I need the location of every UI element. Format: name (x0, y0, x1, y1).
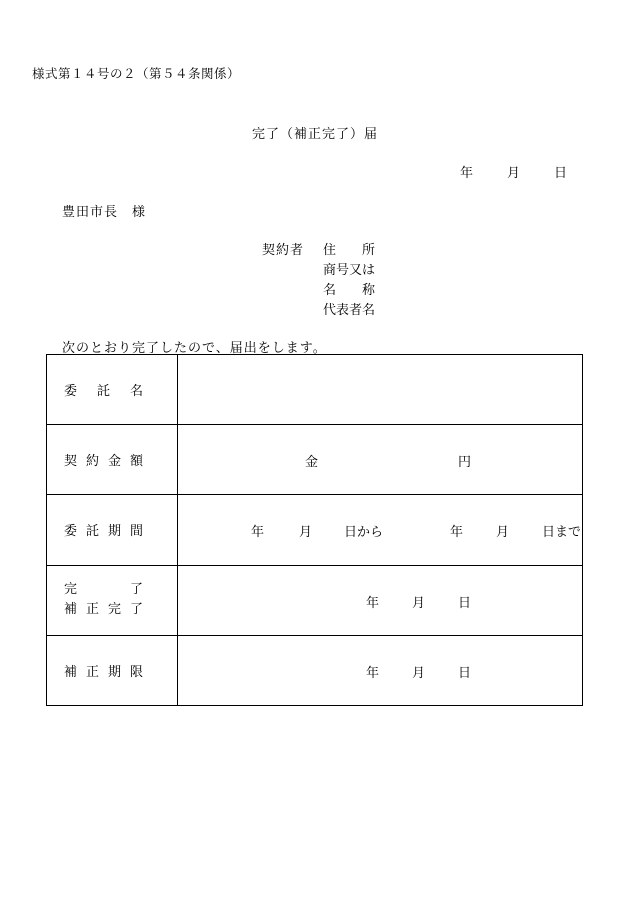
deadline-day: 日 (458, 665, 472, 681)
start-month: 月 (299, 525, 313, 541)
start-year: 年 (251, 525, 265, 541)
representative-label: 代表者名 (323, 303, 376, 318)
contract-amount-field[interactable] (178, 425, 583, 495)
label-char: 補 (64, 664, 78, 680)
label-char: 名 (129, 384, 143, 400)
label-char: 完 (64, 582, 78, 598)
label-char: 間 (129, 524, 143, 540)
form-table (46, 354, 583, 706)
label-char: 完 (107, 602, 121, 618)
label-char: 期 (107, 524, 121, 540)
label-char: 額 (129, 454, 143, 470)
table-row (47, 355, 583, 425)
label-char: 補 (64, 602, 78, 618)
completion-date-field[interactable] (178, 565, 583, 635)
correction-deadline-field[interactable] (178, 635, 583, 705)
end-month: 月 (496, 525, 510, 541)
date-month: 月 (507, 166, 521, 181)
end-day: 日まで (542, 525, 582, 541)
label-char: 託 (96, 384, 110, 400)
name-label: 名 称 (323, 283, 376, 298)
commission-period-field[interactable] (178, 495, 583, 565)
label-char: 正 (85, 664, 99, 680)
commission-name-field[interactable] (178, 355, 583, 425)
commission-name-label (47, 355, 178, 425)
address-label: 住 所 (323, 243, 376, 258)
start-day: 日から (344, 525, 384, 541)
label-char: 正 (85, 602, 99, 618)
label-char: 委 (64, 384, 78, 400)
commission-period-label (47, 495, 178, 565)
label-char: 委 (64, 524, 78, 540)
intro-text: 次のとおり完了したので、届出をします。 (62, 341, 327, 356)
label-char: 期 (107, 664, 121, 680)
table-row (47, 565, 583, 635)
completion-year: 年 (366, 595, 380, 611)
trade-name-label: 商号又は (323, 263, 376, 278)
contract-amount-label (47, 425, 178, 495)
addressee: 豊田市長 様 (62, 205, 147, 220)
table-row (47, 425, 583, 495)
table-row (47, 635, 583, 705)
label-char: 金 (107, 454, 121, 470)
deadline-year: 年 (366, 665, 380, 681)
correction-deadline-label (47, 635, 178, 705)
end-year: 年 (450, 525, 464, 541)
contractor-label: 契約者 (262, 243, 305, 258)
completion-label (47, 565, 178, 635)
completion-month: 月 (412, 595, 426, 611)
amount-suffix: 円 (458, 455, 472, 471)
label-char: 了 (129, 602, 143, 618)
deadline-month: 月 (412, 665, 426, 681)
amount-prefix: 金 (305, 455, 319, 471)
label-char: 託 (85, 524, 99, 540)
table-row (47, 495, 583, 565)
document-title: 完了（補正完了）届 (251, 127, 378, 142)
date-day: 日 (554, 166, 568, 181)
label-char: 了 (129, 582, 143, 598)
label-char: 限 (129, 664, 143, 680)
form-number: 様式第１４号の２（第５４条関係） (32, 66, 241, 81)
date-year: 年 (460, 166, 474, 181)
label-char: 約 (85, 454, 99, 470)
completion-day: 日 (458, 595, 472, 611)
label-char: 契 (64, 454, 78, 470)
